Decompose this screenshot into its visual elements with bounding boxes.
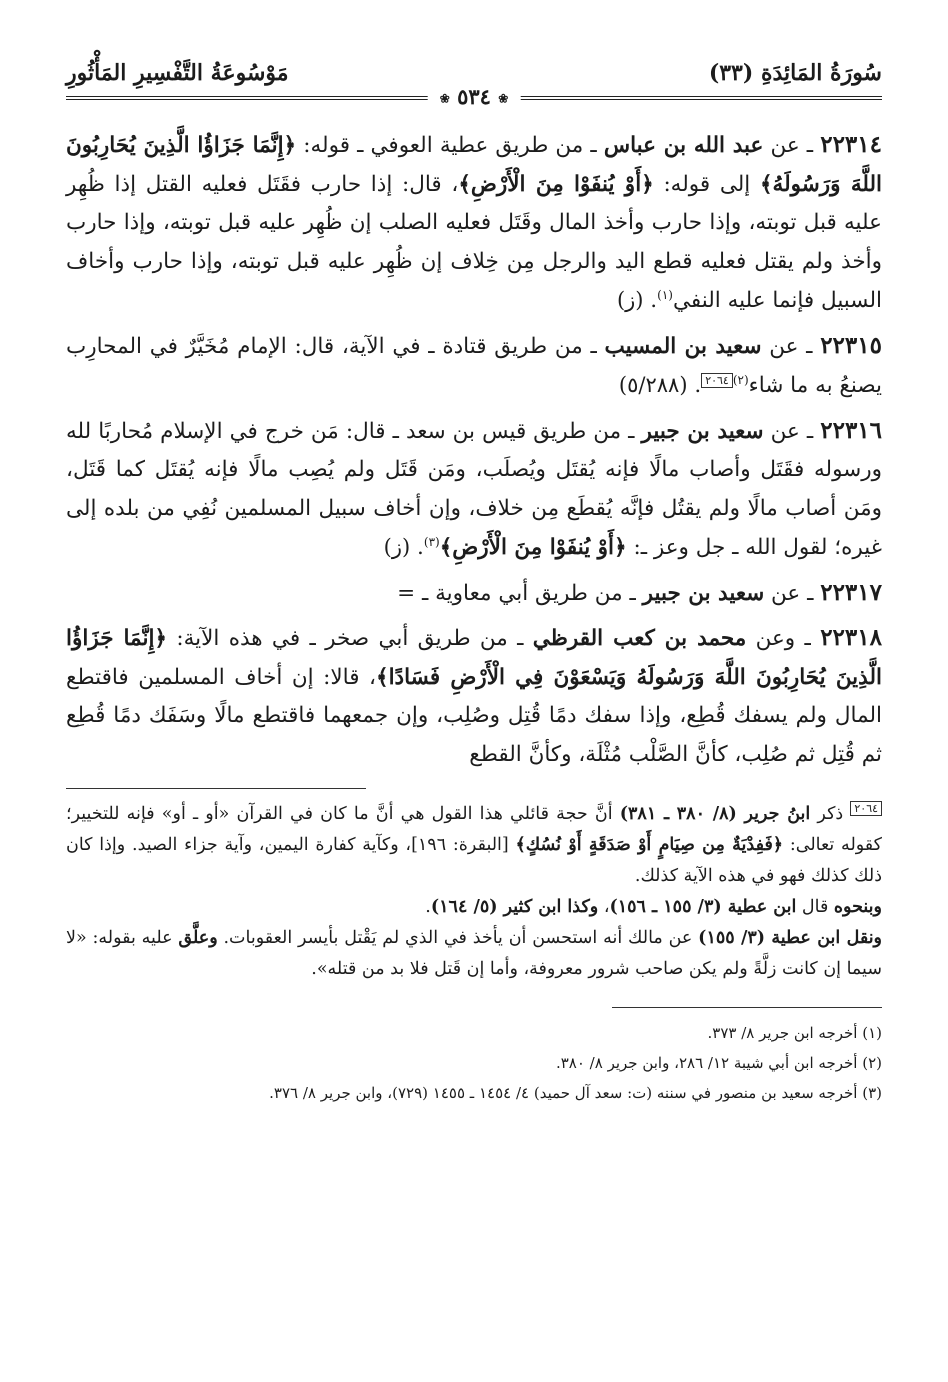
footnote-ref[interactable]: (١) bbox=[657, 287, 673, 302]
footnote-item: (٣) أخرجه سعيد بن منصور في سننه (ت: سعد آل حميد) ٤/ ١٤٥٤ ـ ١٤٥٥ (٧٢٩)، وابن جرير ٨/ ٣٧٦. bbox=[269, 1084, 882, 1102]
footnote-rule bbox=[612, 1007, 882, 1008]
text-run: ، bbox=[598, 897, 610, 917]
page-number bbox=[428, 84, 521, 109]
entry-number: ٢٢٣١٤ bbox=[820, 131, 882, 158]
quran-verse: ﴿إِنَّمَا جَزَاؤُا الَّذِينَ يُحَارِبُونَ اللَّهَ وَرَسُولَهُ﴾ bbox=[66, 133, 883, 197]
narration-entry bbox=[66, 327, 882, 406]
cross-ref-badge: ٢٠٦٤ bbox=[850, 801, 882, 816]
source-symbol: (ز) bbox=[383, 535, 411, 559]
commentary-rule bbox=[66, 788, 366, 789]
text-run: . bbox=[643, 288, 658, 313]
surah-running-title: سُورَةُ المَائِدَةِ (٣٣) bbox=[708, 60, 882, 86]
narrator-name: سعيد بن جبير bbox=[642, 580, 765, 606]
bold-text: ابنُ جرير (٨/ ٣٨٠ ـ ٣٨١) bbox=[619, 804, 811, 824]
bold-text: وبنحوه bbox=[833, 897, 882, 917]
text-run: [البقرة: ١٩٦]، وكآية كفارة اليمين، وآية جزاء الصيد. وإذا كان ذلك كذلك فهو في هذه الآية كذلك. bbox=[66, 835, 882, 886]
narration-entry bbox=[66, 619, 882, 774]
text-run: ، قالا: إن أخاف المسلمين فاقتطع المال ولم يسفك قُطِع، وإذا سفك دمًا قُتِل وصُلِب، وإن جمعهما فاقتطع مالًا وسَفَك دمًا قُطِع ثم قُتِل ثم صُلِب، كأنَّ الصَّلْب مُثْلَة، وكأنَّ القطع bbox=[66, 664, 882, 767]
text-run: قال bbox=[796, 897, 834, 917]
footnote-ref[interactable]: (٢) bbox=[732, 372, 749, 387]
text-run: ـ وعن bbox=[746, 626, 821, 651]
text-run: ـ عن bbox=[763, 418, 821, 444]
bold-text: وكذا ابن كثير (٥/ ١٦٤) bbox=[430, 897, 599, 917]
text-run: . bbox=[687, 373, 702, 398]
book-running-title: مَوْسُوعَةُ التَّفْسِيرِ المَأْثُورِ bbox=[66, 60, 289, 86]
text-run: ، قال: إذا حارب فقَتَل فعليه القتل إذا ظُهِر عليه قبل توبته، وإذا حارب وأخذ المال وقَتَل فعليه الصلب إن ظُهِر عليه قبل توبته، وإذا حارب وأخذ ولم يقتل فعليه قطع اليد والرجل مِن خِلاف إن ظُهِر عليه قبل توبته، وإذا حارب وأخاف السبيل فإنما عليه النفي bbox=[66, 171, 882, 313]
commentary-box bbox=[66, 799, 882, 985]
footnote-item: (١) أخرجه ابن جرير ٨/ ٣٧٣. bbox=[707, 1024, 882, 1042]
commentary-paragraph bbox=[66, 799, 882, 892]
page-header bbox=[66, 58, 882, 109]
commentary-paragraph bbox=[66, 923, 882, 985]
text-run: ـ من طريق عطية العوفي ـ قوله: bbox=[296, 133, 604, 158]
page-number-value: ٥٣٤ bbox=[457, 84, 491, 109]
text-run: ـ من طريق قتادة ـ في الآية، قال: الإمام مُخَيَّرٌ في المحارِب يصنعُ به ما شاء bbox=[66, 333, 882, 398]
text-run: ذكر bbox=[810, 804, 851, 824]
text-run: ـ عن bbox=[763, 133, 821, 158]
quran-verse: ﴿أَوْ يُنفَوْا مِنَ الْأَرْضِ﴾ bbox=[458, 171, 654, 197]
narrator-name: عبد الله بن عباس bbox=[603, 133, 764, 158]
text-run: . bbox=[410, 535, 424, 560]
ornament-icon: ❀ bbox=[439, 91, 450, 106]
text-run: ـ من طريق قيس بن سعد ـ قال: مَن خرج في الإسلام مُحاربًا لله ورسوله فقَتَل وأصاب مالًا فإنه يُقتَل ويُصلَب، ومَن قَتَل ولم يُصِب مالًا فإنه يُقتَل كما قَتَل، ومَن أصاب مالًا ولم يقتُل فإنَّه يُقطَع مِن خلاف، وإن أخاف سبيل المسلمين نُفِي من بلده إلى غيره؛ لقول الله ـ جل وعز ـ: bbox=[66, 418, 882, 560]
narrator-name: سعيد بن المسيب bbox=[604, 333, 762, 359]
footnotes bbox=[66, 1018, 882, 1108]
quran-verse: ﴿أَوْ يُنفَوْا مِنَ الْأَرْضِ﴾ bbox=[439, 535, 627, 560]
cross-ref-badge: ٢٠٦٤ bbox=[701, 373, 733, 388]
bold-text: وعلَّق bbox=[178, 928, 218, 948]
narrator-name: محمد بن كعب القرظي bbox=[532, 626, 747, 651]
quran-verse: ﴿فَفِدْيَةٌ مِن صِيَامٍ أَوْ صَدَقَةٍ أَوْ نُسُكٍ﴾ bbox=[515, 835, 784, 855]
text-run: ـ عن bbox=[764, 580, 821, 606]
quran-verse: ﴿إِنَّمَا جَزَاؤُا الَّذِينَ يُحَارِبُونَ اللَّهَ وَرَسُولَهُ وَيَسْعَوْنَ فِي الْأَرْضِ فَسَادًا﴾ bbox=[66, 626, 882, 690]
entry-number: ٢٢٣١٦ bbox=[820, 416, 883, 444]
narration-entry bbox=[66, 574, 882, 614]
text-run: أنَّ حجة قائلي هذا القول هي أنَّ ما كان في القرآن «أو ـ أو» فإنه للتخيير؛ كقوله تعالى: bbox=[66, 804, 882, 855]
entry-number: ٢٢٣١٥ bbox=[820, 331, 882, 359]
source-symbol: (ز) bbox=[616, 288, 644, 312]
narration-list bbox=[66, 126, 882, 774]
narration-entry bbox=[66, 412, 882, 568]
bold-text: ابن عطية (٣/ ١٥٥ ـ ١٥٦) bbox=[609, 897, 797, 917]
text-run: . bbox=[425, 897, 431, 917]
text-run: عن مالك أنه استحسن أن يأخذ في الذي لم يَقْتل بأيسر العقوبات. bbox=[217, 928, 699, 948]
text-run: ـ من طريق أبي معاوية ـ = bbox=[397, 580, 643, 606]
source-symbol: (٥/٢٨٨) bbox=[618, 373, 688, 397]
narrator-name: سعيد بن جبير bbox=[641, 418, 764, 444]
commentary-paragraph bbox=[66, 892, 882, 923]
bold-text: ونقل ابن عطية (٣/ ١٥٥) bbox=[698, 928, 883, 948]
text-run: عليه بقوله: «لا سيما إن كانت زلَّةً ولم يكن صاحب شرور معروفة، وأما إن قَتل فلا بد من قتله». bbox=[66, 928, 882, 979]
text-run: إلى قوله: bbox=[653, 171, 760, 197]
footnote-item: (٢) أخرجه ابن أبي شيبة ١٢/ ٢٨٦، وابن جرير ٨/ ٣٨٠. bbox=[555, 1054, 882, 1072]
text-run: ـ من طريق أبي صخر ـ في هذه الآية: bbox=[167, 626, 533, 651]
ornament-icon: ❀ bbox=[498, 91, 509, 106]
text-run: ـ عن bbox=[761, 333, 821, 359]
footnote-ref[interactable]: (٣) bbox=[423, 534, 440, 549]
entry-number: ٢٢٣١٧ bbox=[820, 578, 882, 606]
narration-entry bbox=[66, 126, 882, 321]
entry-number: ٢٢٣١٨ bbox=[820, 624, 882, 651]
